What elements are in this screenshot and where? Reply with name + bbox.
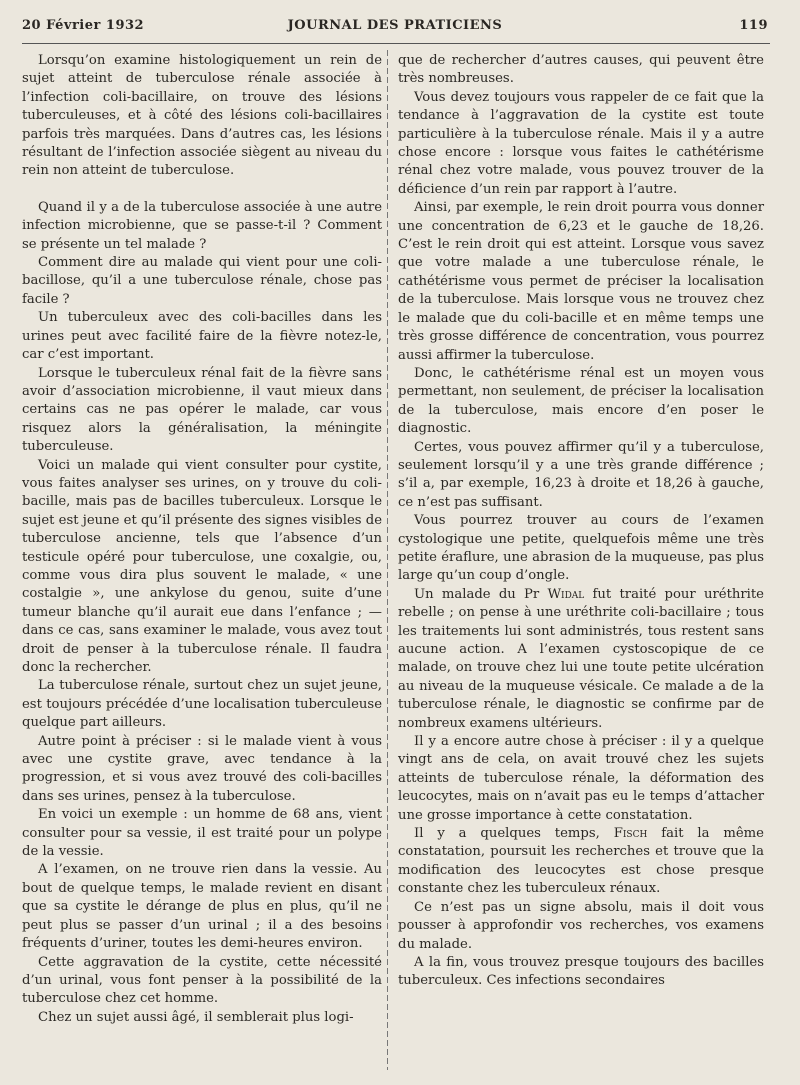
paragraph: Quand il y a de la tuberculose associée à une autre infection microbienne, que se passe-t-il ? Comment se présente un tel malade ? [22, 199, 382, 252]
paragraph: La tuberculose rénale, surtout chez un sujet jeune, est toujours précédée d’une localisation tuberculeuse quelque part ailleurs. [22, 678, 382, 731]
paragraph [398, 825, 764, 899]
paragraph-text: fait la même constatation, poursuit les recherches et trouve que la modification des leucocytes est chose presque constante chez les tuberculeux rénaux. [398, 826, 764, 897]
author-name: Widal [547, 586, 585, 602]
paragraph: A la fin, vous trouvez presque toujours des bacilles tuberculeux. Ces infections secondaires [398, 954, 764, 989]
paragraph: Il y a encore autre chose à préciser : il y a quelque vingt ans de cela, on avait trouvé chez les sujets atteints de tuberculose rénale, la déformation des leucocytes, mais on n’avait pas eu le temps d’attacher une grosse importance à cette constatation. [398, 734, 764, 823]
paragraph: A l’examen, on ne trouve rien dans la vessie. Au bout de quelque temps, le malade revient en disant que sa cystite le dérange de plus en plus, qu’il ne peut plus se passer d’un urinal ; il a des besoins fréquents d’uriner, toutes les demi-heures environ. [22, 862, 382, 952]
paragraph: Un tuberculeux avec des coli-bacilles dans les urines peut avec facilité faire de la fièvre notez-le, car c’est important. [22, 310, 382, 363]
left-column [22, 52, 382, 1027]
paragraph: Vous pourrez trouver au cours de l’examen cystologique une petite, quelquefois même une très petite éraflure, une abrasion de la muqueuse, pas plus large qu’un coup d’ongle. [398, 513, 764, 584]
header-rule [22, 43, 770, 44]
paragraph-text: Il y a quelques temps, [414, 826, 614, 842]
page-header [22, 18, 768, 40]
paragraph: Chez un sujet aussi âgé, il semblerait plus logi- [38, 1009, 354, 1025]
paragraph: Donc, le cathétérisme rénal est un moyen vous permettant, non seulement, de préciser la localisation de la tuberculose, mais encore d’en poser le diagnostic. [398, 365, 764, 437]
header-page-number: 119 [739, 18, 768, 33]
column-divider [387, 50, 388, 1070]
paragraph-text: Un malade du Pr [414, 586, 548, 602]
paragraph: Lorsque le tuberculeux rénal fait de la fièvre sans avoir d’association microbienne, il vaut mieux dans certains cas ne pas opérer le malade, car vous risquez alors la généralisation, la méningite tuberculeuse. [22, 365, 382, 455]
paragraph: Autre point à préciser : si le malade vient à vous avec une cystite grave, avec tendance à la progression, et si vous avez trouvé des coli-bacilles dans ses urines, pensez à la tuberculose. [22, 733, 382, 804]
header-date: 20 Février 1932 [22, 18, 145, 33]
paragraph: Certes, vous pouvez affirmer qu’il y a tuberculose, seulement lorsqu’il y a une très grande différence ; s’il a, par exemple, 16,23 à droite et 18,26 à gauche, ce n’est pas suffisant. [398, 439, 764, 510]
paragraph: En voici un exemple : un homme de 68 ans, vient consulter pour sa vessie, il est traité pour un polype de la vessie. [22, 807, 382, 860]
paragraph: Lorsqu’on examine histologiquement un rein de sujet atteint de tuberculose rénale associée à l’infection coli-bacillaire, on trouve des lésions tuberculeuses, et à côté des lésions coli-bacillaires parfois très marquées. Dans d’autres cas, les lésions résultant de l’infection associée siègent au niveau du rein non atteint de tuberculose. [22, 53, 382, 179]
paragraph: Ainsi, par exemple, le rein droit pourra vous donner une concentration de 6,23 et le gauche de 18,26. C’est le rein droit qui est atteint. Lorsque vous savez que votre malade a une tuberculose rénale, le cathétérisme vous permet de préciser la localisation de la tuberculose. Mais lorsque vous ne trouvez chez le malade que du coli-bacille et en même temps une très grosse différence de concentration, vous pourrez aussi affirmer la tuberculose. [398, 200, 764, 363]
paragraph: Cette aggravation de la cystite, cette nécessité d’un urinal, vous font penser à la possibilité de la tuberculose chez cet homme. [22, 954, 382, 1007]
right-column [398, 52, 764, 991]
paragraph: Comment dire au malade qui vient pour une coli-bacillose, qu’il a une tuberculose rénale, chose pas facile ? [22, 255, 382, 307]
paragraph-text: fut traité pour uréthrite rebelle ; on pense à une uréthrite coli-bacillaire ; tous les traitements lui sont administrés, tous restent sans aucune action. A l’examen cystoscopique de ce malade, on trouve chez lui une toute petite ulcération au niveau de la muqueuse vésicale. Ce malade a de la tuberculose rénale, le diagnostic se confirme par de nombreux examens ultérieurs. [398, 586, 764, 731]
paragraph: que de rechercher d’autres causes, qui peuvent être très nombreuses. [398, 53, 764, 87]
paragraph: Voici un malade qui vient consulter pour cystite, vous faites analyser ses urines, on y trouve du coli-bacille, mais pas de bacilles tuberculeux. Lorsque le sujet est jeune et qu’il présente des signes visibles de tuberculose ancienne, tels que l’absence d’un testicule opéré pour tuberculose, une coxalgie, ou, comme vous dira plus souvent le malade, « une costalgie », une ankylose du genou, suite d’une tumeur blanche qu’il aurait eue dans l’enfance ; — dans ce cas, sans examiner le malade, vous avez tout droit de penser à la tuberculose rénale. Il faudra donc la rechercher. [22, 457, 382, 675]
paragraph: Ce n’est pas un signe absolu, mais il doit vous pousser à approfondir vos recherches, vos examens du malade. [398, 899, 764, 952]
author-name: Fisch [613, 826, 648, 842]
paragraph: Vous devez toujours vous rappeler de ce fait que la tendance à l’aggravation de la cystite est toute particulière à la tuberculose rénale. Mais il y a autre chose encore : lorsque vous faites le cathétérisme rénal chez votre malade, vous pouvez trouver de la déficience d’un rein par rapport à l’autre. [398, 89, 764, 197]
header-journal-title: JOURNAL DES PRATICIENS [287, 18, 503, 33]
paragraph [398, 586, 764, 733]
